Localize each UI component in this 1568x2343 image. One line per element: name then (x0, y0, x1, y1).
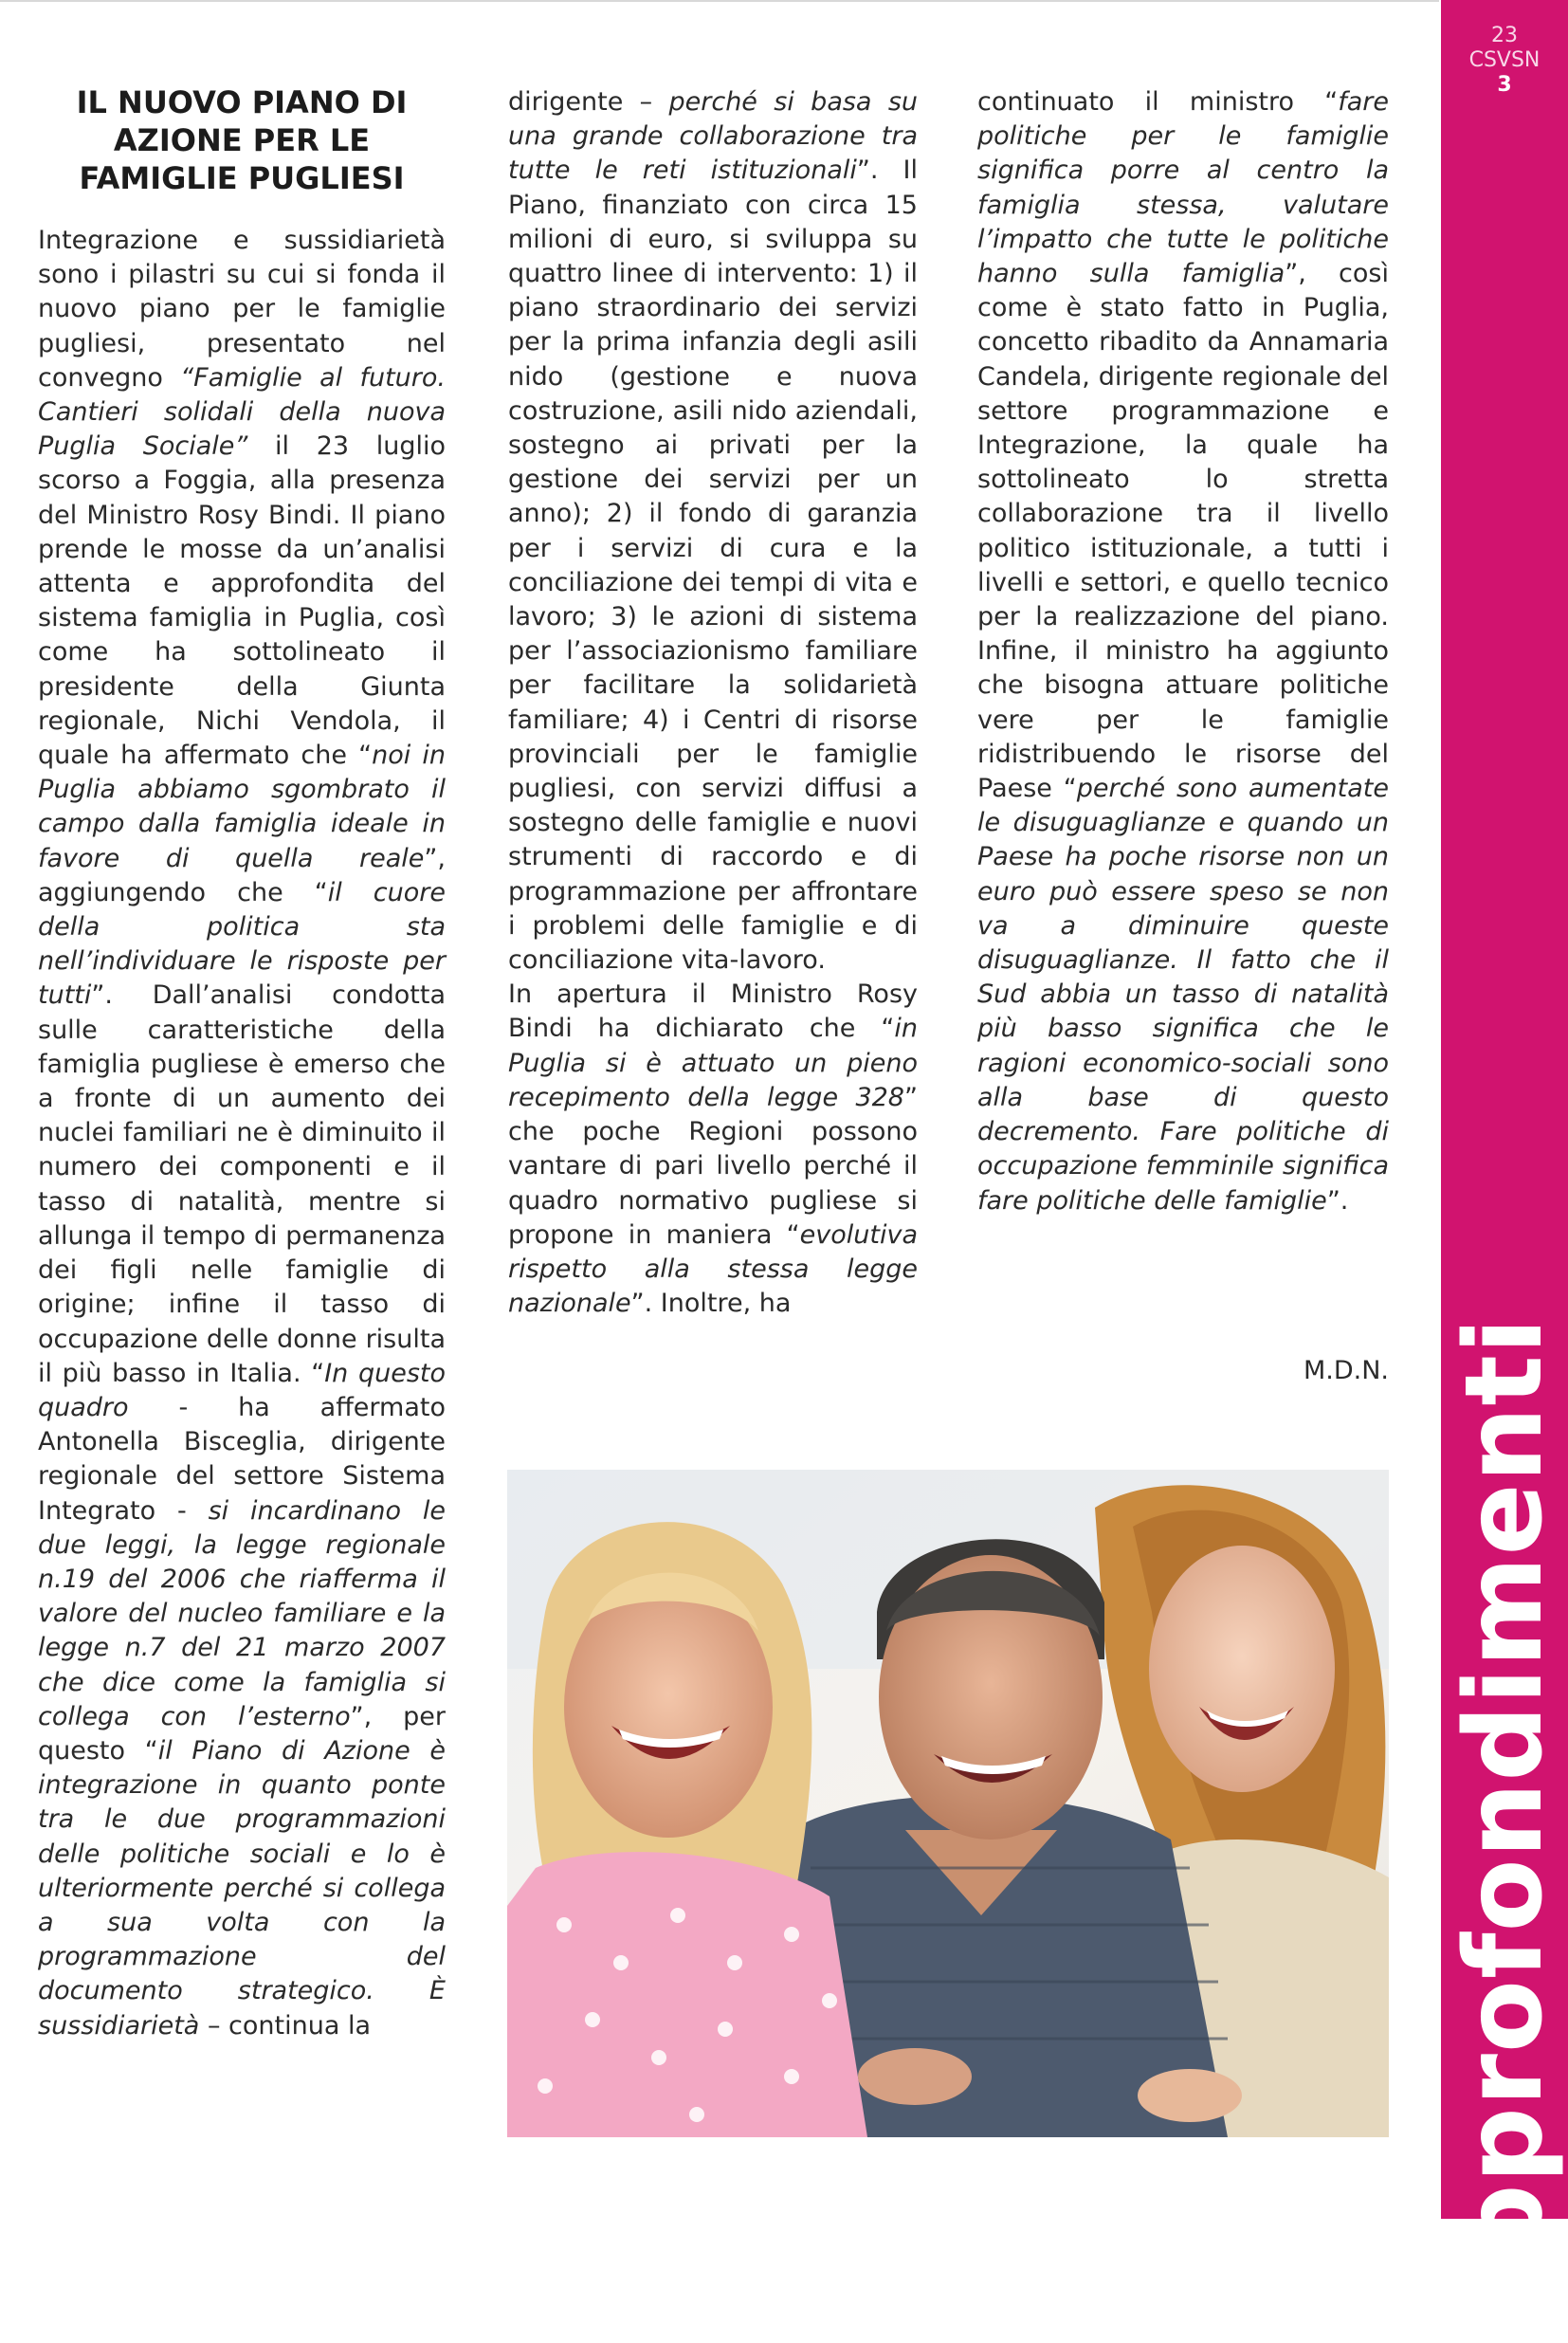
text-run: il Piano di Azione è integrazione in quanto ponte tra le due programmazioni delle politiche sociali e lo è ulteriormente perché si collega a sua volta con la programmazione del documento strategico. È sussidiarietà (38, 1735, 446, 2041)
text-run: Integrazione e sussidiarietà sono i pilastri su cui si fonda il nuovo piano per le famiglie pugliesi, presentato nel convegno (38, 226, 446, 393)
text-run: si incardinano le due leggi, la legge regionale n.19 del 2006 che riafferma il valore del nucleo familiare e la legge n.7 del 21 marzo 2007 che dice come la famiglia si collega con l’esterno (38, 1495, 446, 1731)
text-run: noi in Puglia abbiamo sgombrato il campo dalla famiglia ideale in favore di quella reale (38, 741, 446, 873)
column-1-text (38, 224, 446, 2043)
article-column-1 (38, 224, 446, 2043)
text-run: ”, così come è stato fatto in Puglia, concetto ribadito da Annamaria Candela, dirigente regionale del settore programmazione e Integrazione, la quale ha sottolineato lo stretta collaborazione tra il livello politico istituzionale, a tutti i livelli e settori, e quello tecnico per la realizzazione del piano. Infine, il ministro ha aggiunto che bisogna attuare politiche vere per le famiglie ridistribuendo le risorse del Paese “ (977, 259, 1389, 804)
text-run: ”, aggiungendo che “ (38, 843, 446, 907)
text-run: “Famiglie al futuro. Cantieri solidali della nuova Puglia Sociale” (38, 362, 447, 462)
article-column-2 (508, 85, 918, 1321)
author-signature: M.D.N. (1303, 1356, 1389, 1385)
text-run: in Puglia si è attuato un pieno recepimento della legge 328 (508, 1014, 918, 1112)
article-title: IL NUOVO PIANO DI AZIONE PER LE FAMIGLIE PUGLIESI (76, 84, 408, 196)
text-run: ”. Il Piano, finanziato con circa 15 milioni di euro, si sviluppa su quattro linee di intervento: 1) il piano straordinario dei servizi per la prima infanzia degli asili nido (gestione e nuova costruzione, asili nido aziendali, sostegno ai privati per la gestione dei servizi per un anno); 2) il fondo di garanzia per i servizi di cura e la conciliazione dei tempi di vita e lavoro; 3) le azioni di sistema per l’associazionismo familiare per facilitare la solidarietà familiare; 4) i Centri di risorse provinciali per le famiglie pugliesi, con servizi diffusi a sostegno delle famiglie e nuovi strumenti di raccordo e di programmazione per affrontare i problemi delle famiglie e di conciliazione vita-lavoro. (508, 156, 918, 976)
text-run: – continua la (199, 2010, 371, 2041)
text-run: il cuore della politica sta nell’individuare le risposte per tutti (38, 877, 446, 1011)
text-run: ” che poche Regioni possono vantare di pari livello perché il quadro normativo pugliese si propone in maniera “ (508, 1082, 918, 1250)
article-column-3 (977, 85, 1389, 1218)
text-run: perché si basa su una grande collaborazione tra tutte le reti istituzionali (508, 87, 918, 186)
text-run: dirigente – (508, 87, 669, 117)
text-run: continuato il ministro “ (977, 87, 1339, 117)
text-run: In apertura il Ministro Rosy Bindi ha dichiarato che “ (508, 979, 918, 1044)
section-sidebar (1441, 0, 1568, 2343)
magazine-name: CSVSN (1468, 48, 1541, 72)
column-3-text (977, 85, 1389, 1218)
text-run: ”. (1326, 1185, 1349, 1216)
text-run: perché sono aumentate le disuguaglianze e quando un Paese ha poche risorse non un euro può essere speso se non va a diminuire queste disuguaglianze. Il fatto che il Sud abbia un tasso di natalità più basso significa che le ragioni economico-sociali sono alla base di questo decremento. Fare politiche di occupazione femminile significa fare politiche delle famiglie (977, 774, 1389, 1216)
text-run: ”. Dall’analisi condotta sulle caratteristiche della famiglia pugliese è emerso che a fronte di un aumento dei nuclei familiari ne è diminuito il numero dei componenti e il tasso di natalità, mentre si allunga il tempo di permanenza dei figli nelle famiglie di origine; infine il tasso di occupazione delle donne risulta il più basso in Italia. “ (38, 980, 446, 1388)
text-run: In questo quadro (38, 1358, 446, 1422)
top-rule (0, 0, 1439, 2)
section-label: Approfondimenti (1443, 1316, 1566, 2343)
text-run: ”, per questo “ (38, 1701, 446, 1766)
text-run: evolutiva rispetto alla stessa legge nazionale (508, 1219, 918, 1319)
issue-number: 3 (1497, 73, 1512, 97)
page-number: 23 (1491, 24, 1518, 47)
text-run: fare politiche per le famiglie significa porre al centro la famiglia stessa, valutare l’impatto che tutte le politiche hanno sulla famiglia (977, 87, 1389, 289)
text-run: - ha affermato Antonella Bisceglia, dirigente regionale del settore Sistema Integrato - (38, 1392, 446, 1526)
text-run: ”. Inoltre, ha (630, 1289, 792, 1319)
column-2-text (508, 85, 918, 1321)
text-run: il 23 luglio scorso a Foggia, alla presenza del Ministro Rosy Bindi. Il piano prende le mosse da un’analisi attenta e approfondita del sistema famiglia in Puglia, così come ha sottolineato il presidente della Giunta regionale, Nichi Vendola, il quale ha affermato che “ (38, 431, 446, 771)
family-photo (507, 1470, 1389, 2137)
